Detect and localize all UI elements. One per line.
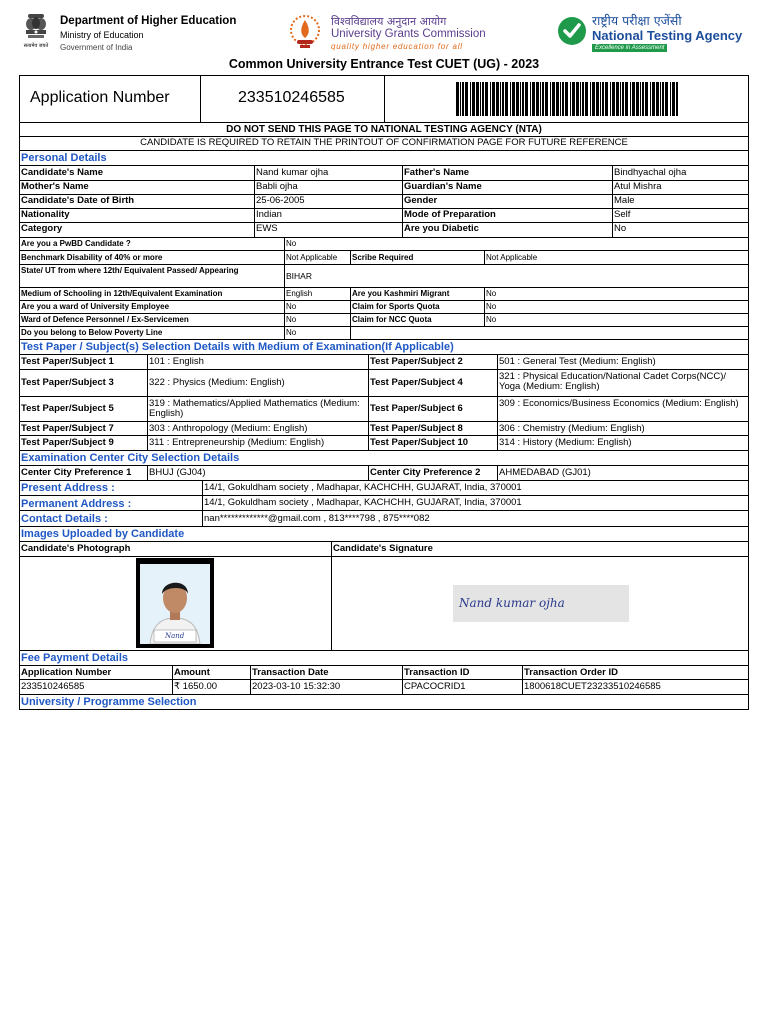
barcode-bar <box>476 82 479 116</box>
exam-title: Common University Entrance Test CUET (UG) - 2023 <box>228 57 540 71</box>
barcode-bar <box>545 82 548 116</box>
center-pref-1-value: BHUJ (GJ04) <box>149 467 206 478</box>
nationality-label: Nationality <box>21 209 70 220</box>
barcode-bar <box>582 82 584 116</box>
test-paper-10-label: Test Paper/Subject 10 <box>370 437 469 448</box>
university-programme-heading: University / Programme Selection <box>21 696 197 708</box>
barcode-bar <box>660 82 661 116</box>
barcode-bar <box>552 82 555 116</box>
fee-header-application-number: Application Number <box>21 667 112 678</box>
barcode-bar <box>670 82 671 116</box>
barcode-bar <box>482 82 484 116</box>
kashmiri-migrant-value: No <box>486 289 497 298</box>
candidate-photo <box>136 558 214 648</box>
barcode-bar <box>632 82 635 116</box>
test-paper-4-label: Test Paper/Subject 4 <box>370 377 463 388</box>
emblem-caption: सत्यमेव जयते <box>23 43 49 49</box>
nta-check-icon <box>557 16 587 46</box>
goi-emblem <box>22 12 50 54</box>
barcode-bar <box>600 82 601 116</box>
university-employee-label: Are you a ward of University Employee <box>21 302 170 311</box>
permanent-address-label: Permanent Address : <box>21 498 132 510</box>
barcode-bar <box>505 82 508 116</box>
guardian-name-label: Guardian's Name <box>404 181 482 192</box>
scribe-required-label: Scribe Required <box>352 253 414 262</box>
test-paper-7-label: Test Paper/Subject 7 <box>21 423 114 434</box>
barcode-bar <box>456 82 459 116</box>
barcode-bar <box>480 82 481 116</box>
fee-transaction-order-id: 1800618CUET23233510246585 <box>524 681 661 692</box>
notice-do-not-send: DO NOT SEND THIS PAGE TO NATIONAL TESTING AGENCY (NTA) <box>226 124 542 135</box>
barcode-bar <box>592 82 595 116</box>
barcode-bar <box>672 82 675 116</box>
barcode-bar <box>512 82 515 116</box>
test-paper-10-value: 314 : History (Medium: English) <box>499 437 632 448</box>
sports-quota-value: No <box>486 302 497 311</box>
barcode-bar <box>530 82 531 116</box>
present-address-label: Present Address : <box>21 482 115 494</box>
photo-label: Candidate's Photograph <box>21 543 131 554</box>
kashmiri-migrant-label: Are you Kashmiri Migrant <box>352 289 450 298</box>
test-paper-1-value: 101 : English <box>149 356 204 367</box>
signature-text: Nand kumar ojha <box>459 596 565 610</box>
center-pref-1-label: Center City Preference 1 <box>21 467 132 478</box>
center-pref-2-value: AHMEDABAD (GJ01) <box>499 467 591 478</box>
barcode-bar <box>580 82 581 116</box>
contact-details-label: Contact Details : <box>21 513 108 525</box>
test-paper-6-value: 309 : Economics/Business Economics (Medium: English) <box>499 398 739 409</box>
test-papers-heading: Test Paper / Subject(s) Selection Details with Medium of Examination(If Applicable) <box>21 341 454 353</box>
barcode-bar <box>676 82 678 116</box>
candidate-signature <box>453 585 629 622</box>
barcode-bar <box>532 82 535 116</box>
barcode-bar <box>656 82 659 116</box>
barcode-bar <box>500 82 501 116</box>
barcode-bar <box>490 82 491 116</box>
test-paper-5-label: Test Paper/Subject 5 <box>21 403 114 414</box>
state-passed-label: State/ UT from where 12th/ Equivalent Passed/ Appearing <box>21 266 239 275</box>
barcode-bar <box>640 82 641 116</box>
permanent-address-value: 14/1, Gokuldham society , Madhapar, KACHCHH, GUJARAT, India, 370001 <box>204 497 522 508</box>
barcode-bar <box>556 82 559 116</box>
defence-ward-label: Ward of Defence Personnel / Ex-Servicemen <box>21 315 189 324</box>
test-paper-7-value: 303 : Anthropology (Medium: English) <box>149 423 308 434</box>
barcode-bar <box>540 82 541 116</box>
barcode-bar <box>522 82 524 116</box>
nta-tagline: Excellence in Assessment <box>592 44 667 52</box>
ugc-lamp-icon <box>286 12 324 52</box>
barcode-bar <box>462 82 464 116</box>
barcode-bar <box>645 82 648 116</box>
gender-label: Gender <box>404 195 438 206</box>
test-paper-3-label: Test Paper/Subject 3 <box>21 377 114 388</box>
dob-label: Candidate's Date of Birth <box>21 195 135 206</box>
fee-header-amount: Amount <box>174 667 210 678</box>
barcode-bar <box>636 82 639 116</box>
mother-name-value: Babli ojha <box>256 181 298 192</box>
photo-caption: Nand <box>165 632 185 640</box>
test-paper-3-value: 322 : Physics (Medium: English) <box>149 377 285 388</box>
test-paper-9-label: Test Paper/Subject 9 <box>21 437 114 448</box>
medium-schooling-label: Medium of Schooling in 12th/Equivalent Examination <box>21 289 223 298</box>
barcode-bar <box>576 82 579 116</box>
exam-center-heading: Examination Center City Selection Details <box>21 452 240 464</box>
images-heading: Images Uploaded by Candidate <box>21 528 185 540</box>
nta-logo <box>557 16 587 46</box>
application-number-value: 233510246585 <box>238 89 345 106</box>
ncc-quota-label: Claim for NCC Quota <box>352 315 432 324</box>
contact-details-value: nan*************@gmail.com , 813****798 , 875****082 <box>204 513 430 524</box>
state-passed-value: BIHAR <box>286 271 312 281</box>
notice-retain-printout: CANDIDATE IS REQUIRED TO RETAIN THE PRINTOUT OF CONFIRMATION PAGE FOR FUTURE REFERENCE <box>140 137 628 148</box>
fee-amount: ₹ 1650.00 <box>174 681 218 692</box>
dept-ministry: Ministry of Education <box>60 30 144 40</box>
category-value: EWS <box>256 223 278 234</box>
barcode-bar <box>496 82 499 116</box>
barcode-bar <box>525 82 528 116</box>
ugc-hindi-name: विश्वविद्यालय अनुदान आयोग <box>331 15 447 28</box>
fee-header-transaction-order-id: Transaction Order ID <box>524 667 618 678</box>
fee-header-transaction-date: Transaction Date <box>252 667 329 678</box>
barcode-bar <box>630 82 631 116</box>
barcode-icon <box>456 82 678 116</box>
barcode-bar <box>622 82 624 116</box>
benchmark-disability-label: Benchmark Disability of 40% or more <box>21 253 163 262</box>
dept-title: Department of Higher Education <box>60 15 237 27</box>
fee-payment-heading: Fee Payment Details <box>21 652 128 664</box>
mode-of-preparation-label: Mode of Preparation <box>404 209 496 220</box>
barcode-bar <box>536 82 539 116</box>
barcode-bar <box>605 82 608 116</box>
barcode-bar <box>465 82 468 116</box>
medium-schooling-value: English <box>286 289 313 298</box>
barcode-bar <box>492 82 495 116</box>
father-name-value: Bindhyachal ojha <box>614 167 687 178</box>
mother-name-label: Mother's Name <box>21 181 89 192</box>
barcode-bar <box>602 82 604 116</box>
test-paper-1-label: Test Paper/Subject 1 <box>21 356 114 367</box>
barcode-bar <box>510 82 511 116</box>
barcode-bar <box>516 82 519 116</box>
barcode-bar <box>562 82 564 116</box>
barcode-bar <box>572 82 575 116</box>
candidate-name-label: Candidate's Name <box>21 167 103 178</box>
barcode-bar <box>612 82 615 116</box>
test-paper-4-value: 321 : Physical Education/National Cadet Corps(NCC)/ Yoga (Medium: English) <box>499 371 727 392</box>
barcode-bar <box>472 82 475 116</box>
candidate-name-value: Nand kumar ojha <box>256 167 329 178</box>
defence-ward-value: No <box>286 315 297 324</box>
barcode-bar <box>662 82 664 116</box>
barcode-bar <box>585 82 588 116</box>
diabetic-label: Are you Diabetic <box>404 223 479 234</box>
mode-of-preparation-value: Self <box>614 209 631 220</box>
barcode-bar <box>650 82 651 116</box>
personal-details-heading: Personal Details <box>21 152 107 164</box>
diabetic-value: No <box>614 223 627 234</box>
barcode-bar <box>550 82 551 116</box>
nta-hindi-name: राष्ट्रीय परीक्षा एजेंसी <box>592 13 682 28</box>
university-employee-value: No <box>286 302 297 311</box>
ugc-tagline: quality higher education for all <box>331 42 463 51</box>
test-paper-8-value: 306 : Chemistry (Medium: English) <box>499 423 645 434</box>
barcode <box>456 82 678 116</box>
barcode-bar <box>570 82 571 116</box>
fee-transaction-id: CPACOCRID1 <box>404 681 466 692</box>
category-label: Category <box>21 223 63 234</box>
barcode-bar <box>610 82 611 116</box>
barcode-bar <box>642 82 644 116</box>
barcode-bar <box>652 82 655 116</box>
bpl-value: No <box>286 328 297 337</box>
barcode-bar <box>470 82 471 116</box>
barcode-bar <box>485 82 488 116</box>
barcode-bar <box>596 82 599 116</box>
sports-quota-label: Claim for Sports Quota <box>352 302 440 311</box>
test-paper-6-label: Test Paper/Subject 6 <box>370 403 463 414</box>
center-pref-2-label: Center City Preference 2 <box>370 467 481 478</box>
barcode-bar <box>620 82 621 116</box>
fee-header-transaction-id: Transaction ID <box>404 667 470 678</box>
nta-english-name: National Testing Agency <box>592 28 743 43</box>
barcode-bar <box>625 82 628 116</box>
guardian-name-value: Atul Mishra <box>614 181 662 192</box>
test-paper-9-value: 311 : Entrepreneurship (Medium: English) <box>149 437 325 448</box>
bpl-label: Do you belong to Below Poverty Line <box>21 328 163 337</box>
dept-government: Government of India <box>60 43 133 52</box>
ncc-quota-value: No <box>486 315 497 324</box>
barcode-bar <box>520 82 521 116</box>
fee-transaction-date: 2023-03-10 15:32:30 <box>252 681 341 692</box>
present-address-value: 14/1, Gokuldham society , Madhapar, KACHCHH, GUJARAT, India, 370001 <box>204 482 522 493</box>
test-paper-8-label: Test Paper/Subject 8 <box>370 423 463 434</box>
test-paper-2-value: 501 : General Test (Medium: English) <box>499 356 656 367</box>
benchmark-disability-value: Not Applicable <box>286 253 338 262</box>
barcode-bar <box>542 82 544 116</box>
nationality-value: Indian <box>256 209 282 220</box>
pwbd-label: Are you a PwBD Candidate ? <box>21 239 131 248</box>
application-number-label: Application Number <box>30 89 170 106</box>
barcode-bar <box>616 82 619 116</box>
barcode-bar <box>665 82 668 116</box>
ugc-logo <box>286 12 324 52</box>
test-paper-2-label: Test Paper/Subject 2 <box>370 356 463 367</box>
barcode-bar <box>590 82 591 116</box>
barcode-bar <box>460 82 461 116</box>
father-name-label: Father's Name <box>404 167 470 178</box>
fee-application-number: 233510246585 <box>21 681 85 692</box>
barcode-bar <box>502 82 504 116</box>
pwbd-value: No <box>286 239 297 248</box>
signature-label: Candidate's Signature <box>333 543 433 554</box>
gender-value: Male <box>614 195 635 206</box>
barcode-bar <box>565 82 568 116</box>
barcode-bar <box>560 82 561 116</box>
ugc-english-name: University Grants Commission <box>331 28 486 40</box>
details-table <box>19 123 749 710</box>
test-paper-5-value: 319 : Mathematics/Applied Mathematics (Medium: English) <box>149 398 360 419</box>
scribe-required-value: Not Applicable <box>486 253 538 262</box>
dob-value: 25-06-2005 <box>256 195 305 206</box>
